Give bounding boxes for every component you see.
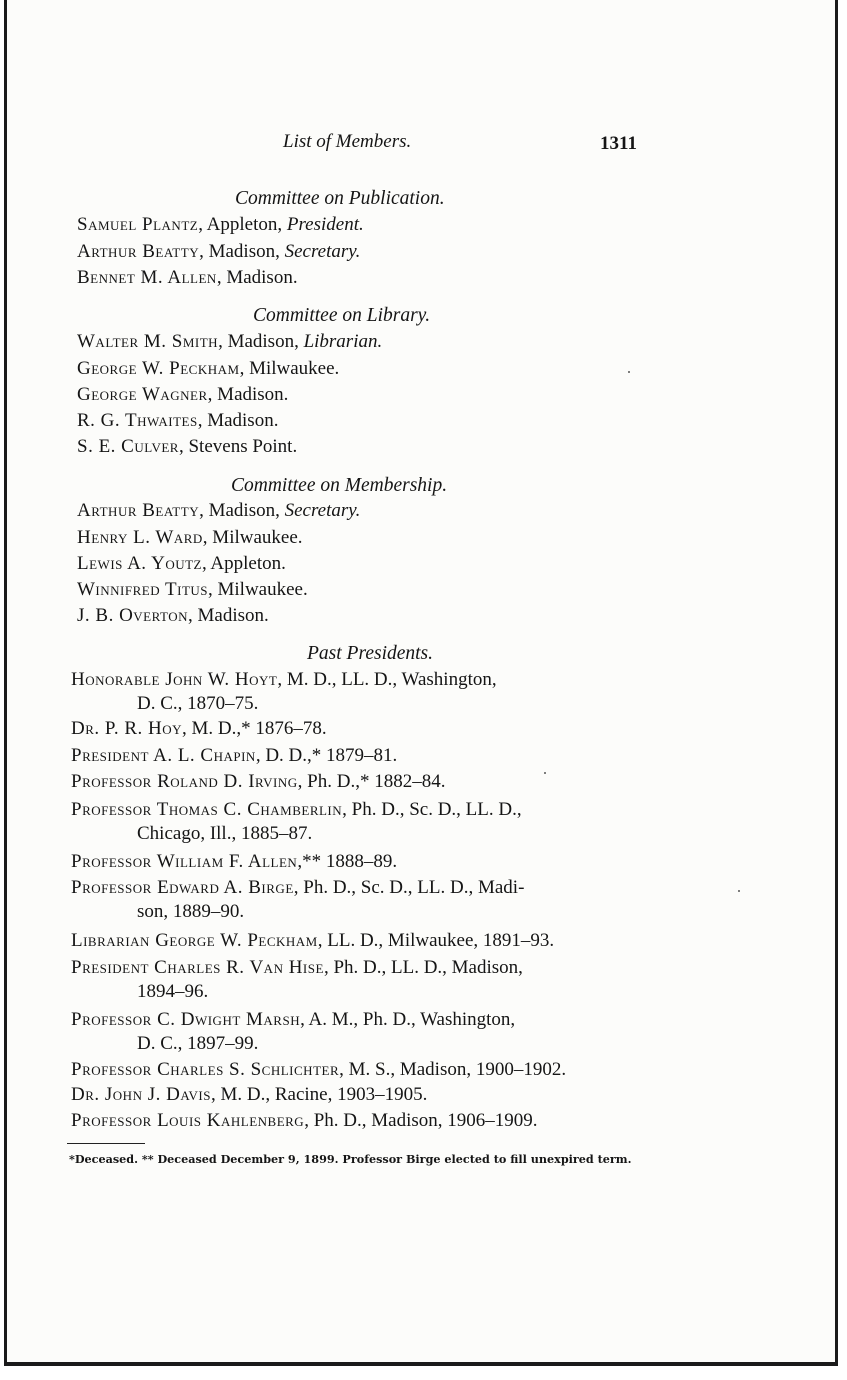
member-location: , Madison. xyxy=(216,267,298,288)
member-name: Lewis A. Youtz xyxy=(77,553,202,574)
president-name: Professor Roland D. Irving xyxy=(71,771,298,792)
member-role: President. xyxy=(286,214,364,235)
member-name: S. E. Culver xyxy=(77,436,179,457)
member-entry xyxy=(77,214,364,236)
member-entry xyxy=(77,436,297,458)
scan-speck xyxy=(738,890,740,892)
past-president-entry xyxy=(71,876,637,924)
president-details: , M. D.,* 1876–78. xyxy=(182,718,327,739)
president-details: , Ph. D., Sc. D., LL. D., Madi- xyxy=(293,877,525,898)
member-entry xyxy=(77,605,269,627)
member-location: , Appleton, xyxy=(198,214,287,235)
member-role: Secretary. xyxy=(284,500,361,521)
member-location: , Madison. xyxy=(188,605,269,626)
president-details-continued: Chicago, Ill., 1885–87. xyxy=(137,823,313,844)
past-president-entry xyxy=(71,717,637,741)
member-entry xyxy=(77,579,308,601)
member-location: , Madison, xyxy=(218,331,304,352)
member-location: , Madison. xyxy=(197,410,279,431)
president-details: , Ph. D., LL. D., Madison, xyxy=(323,957,523,978)
member-entry xyxy=(77,527,303,549)
heading-committee-publication: Committee on Publication. xyxy=(235,188,445,209)
scan-speck xyxy=(628,371,630,373)
member-name: Samuel Plantz xyxy=(77,214,199,235)
member-location: , Appleton. xyxy=(201,553,286,574)
president-name: Librarian George W. Peckham xyxy=(71,930,318,951)
past-president-entry xyxy=(71,1008,637,1056)
president-name: Professor William F. Allen xyxy=(71,851,298,872)
member-location: , Milwaukee. xyxy=(208,579,308,600)
heading-committee-membership: Committee on Membership. xyxy=(231,475,448,496)
member-entry xyxy=(77,384,288,406)
president-details: , A. M., Ph. D., Washington, xyxy=(300,1009,516,1030)
president-details: , D. D.,* 1879–81. xyxy=(255,745,398,766)
president-name: Dr. John J. Davis xyxy=(71,1084,211,1105)
member-location: , Madison, xyxy=(199,500,285,521)
member-name: George W. Peckham xyxy=(77,358,240,379)
president-name: Professor Edward A. Birge xyxy=(71,877,294,898)
president-details: , M. D., LL. D., Washington, xyxy=(277,669,497,690)
member-location: , Milwaukee. xyxy=(202,527,303,548)
president-name: Honorable John W. Hoyt xyxy=(71,669,278,690)
president-name: Professor Thomas C. Chamberlin xyxy=(71,799,343,820)
president-details: , M. S., Madison, 1900–1902. xyxy=(339,1059,567,1080)
member-name: Winnifred Titus xyxy=(77,579,208,600)
president-name: Professor Charles S. Schlichter xyxy=(71,1059,340,1080)
past-president-entry xyxy=(71,1109,637,1133)
past-president-entry xyxy=(71,850,637,874)
heading-past-presidents: Past Presidents. xyxy=(307,643,434,664)
member-entry xyxy=(77,410,278,432)
past-president-entry xyxy=(71,1058,637,1082)
member-name: R. G. Thwaites xyxy=(77,410,198,431)
president-details-continued: D. C., 1870–75. xyxy=(137,693,259,714)
president-details: , Ph. D.,* 1882–84. xyxy=(297,771,446,792)
past-president-entry xyxy=(71,770,637,794)
member-name: Henry L. Ward xyxy=(77,527,203,548)
member-entry xyxy=(77,241,360,263)
president-details-continued: son, 1889–90. xyxy=(137,901,245,922)
president-details-continued: 1894–96. xyxy=(137,981,209,1002)
past-president-entry xyxy=(71,929,637,953)
member-role: Secretary. xyxy=(284,241,361,262)
member-name: Bennet M. Allen xyxy=(77,267,217,288)
member-name: Arthur Beatty xyxy=(77,500,200,521)
scan-speck xyxy=(544,772,546,774)
president-name: President Charles R. Van Hise xyxy=(71,957,324,978)
member-name: Walter M. Smith xyxy=(77,331,219,352)
member-name: J. B. Overton xyxy=(77,605,188,626)
member-location: , Madison. xyxy=(207,384,289,405)
past-president-entry xyxy=(71,668,637,716)
member-location: , Milwaukee. xyxy=(239,358,340,379)
member-entry xyxy=(77,267,298,289)
heading-committee-library: Committee on Library. xyxy=(253,305,431,326)
footnote-rule xyxy=(67,1143,145,1144)
president-details: , Ph. D., Madison, 1906–1909. xyxy=(304,1110,538,1131)
president-details: ,** 1888–89. xyxy=(297,851,398,872)
member-entry xyxy=(77,500,360,522)
president-name: Professor Louis Kahlenberg xyxy=(71,1110,305,1131)
president-name: Dr. P. R. Hoy xyxy=(71,718,183,739)
member-location: , Stevens Point. xyxy=(178,436,298,457)
past-president-entry xyxy=(71,744,637,768)
president-details: , LL. D., Milwaukee, 1891–93. xyxy=(317,930,555,951)
president-name: Professor C. Dwight Marsh xyxy=(71,1009,301,1030)
past-president-entry xyxy=(71,956,637,1004)
president-details: , Ph. D., Sc. D., LL. D., xyxy=(342,799,522,820)
president-name: President A. L. Chapin xyxy=(71,745,256,766)
member-role: Librarian. xyxy=(303,331,383,352)
president-details: , M. D., Racine, 1903–1905. xyxy=(210,1084,428,1105)
president-details-continued: D. C., 1897–99. xyxy=(137,1033,259,1054)
footnote: *Deceased. ** Deceased December 9, 1899. Professor Birge elected to fill unexpired term. xyxy=(69,1152,632,1166)
past-president-entry xyxy=(71,798,637,846)
running-header-title: List of Members. xyxy=(283,131,412,152)
page-number: 1311 xyxy=(600,133,637,154)
member-location: , Madison, xyxy=(199,241,285,262)
member-entry xyxy=(77,553,286,575)
member-entry xyxy=(77,358,339,380)
member-entry xyxy=(77,331,382,353)
member-name: George Wagner xyxy=(77,384,208,405)
member-name: Arthur Beatty xyxy=(77,241,200,262)
page xyxy=(4,0,838,1366)
past-president-entry xyxy=(71,1083,637,1107)
